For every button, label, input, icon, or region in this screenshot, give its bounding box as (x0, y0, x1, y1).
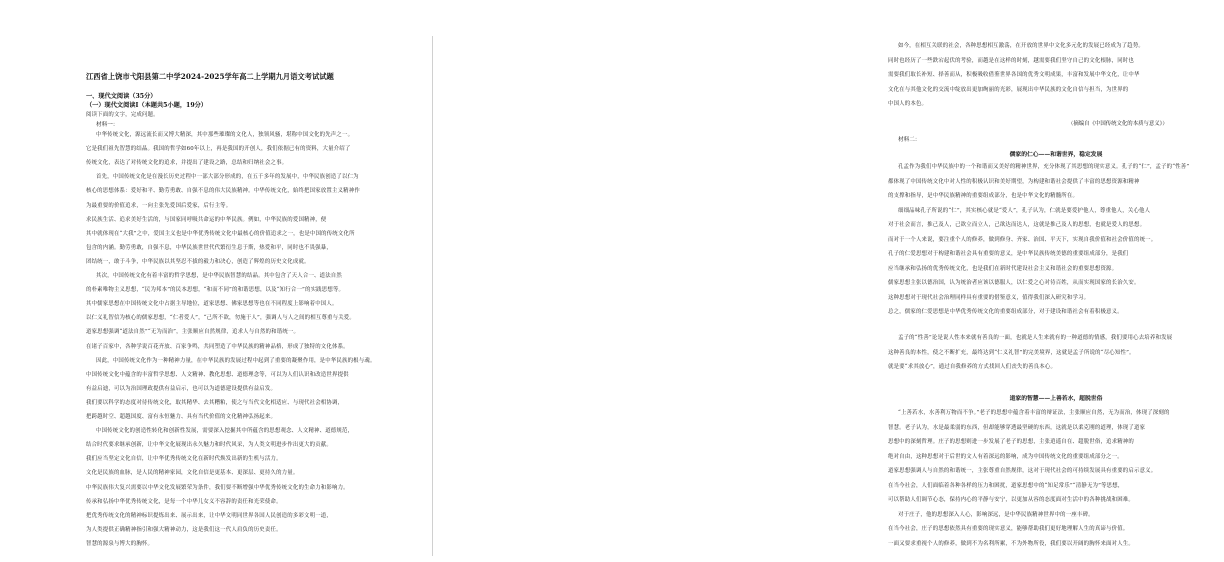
text-line: 我们要以科学的态度对待传统文化，取其精华、去其糟粕，使之与当代文化相适应、与现代社会相协调， (86, 399, 344, 406)
text-line: 有益启迪，可以为治国理政提供有益启示，也可以为道德建设提供有益启发。 (86, 385, 277, 392)
text-line: 道家思想强调人与自然的和谐统一，主张尊重自然规律，这对于现代社会的可持续发展具有重要的启示意义。 (888, 468, 1157, 474)
text-line: 智慧。老子认为，水是最柔弱的东西，但却能够穿透最坚硬的东西，这就是以柔克刚的道理，体现了道家 (888, 424, 1146, 431)
text-line: 的朴素唯物主义思想，“民为邦本”的民本思想，“和而不同”的和谐思想，以及“知行合一”的实践思想等。 (86, 287, 345, 294)
reading-instruction: 阅读下面的文字，完成问题。 (86, 112, 159, 118)
text-line: 这种思想对于现代社会治理同样具有重要的借鉴意义，值得我们深入研究和学习。 (888, 294, 1090, 301)
text-line: 文化在与其他文化的交流中绽放出更加绚丽的光彩，展现出中华民族的文化自信与担当，为世界的 (888, 86, 1129, 93)
right-column (438, 0, 1190, 562)
text-line: 首先，中国传统文化是在漫长历史过程中一部大部分形成的，在五千多年的发展中，中华民族创造了以仁为 (96, 174, 359, 181)
text-line: 结合时代要求继承创新，让中华文化展现出永久魅力和时代风采，为人类文明进步作出更大的贡献。 (86, 442, 332, 449)
text-line: 求民族生活、追求美好生活的，与国家同呼吸共命运的中华民族。例如，中华民族的爱国精神，便 (86, 216, 327, 223)
text-line: 中华民族伟大复兴需要以中华文化发展繁荣为条件，我们要不断增强中华优秀传统文化的生命力和影响力。 (86, 484, 349, 491)
text-line: 一面又要求重视个人的修养，做到不为名利所累，不为外物所役，我们要以开阔的胸怀来面对人生。 (888, 540, 1134, 547)
text-line: 同时也经历了一些跌宕起伏的考验，而越是在这样的时刻，越需要我们坚守自己的文化根脉，同时也 (888, 57, 1134, 64)
text-line: 文化是民族的血脉，是人民的精神家园，文化自信是更基本、更深层、更持久的力量。 (86, 470, 299, 477)
confucian-heading: 儒家的仁心——和谐世界，稳定发展 (1009, 152, 1103, 158)
column-divider (432, 36, 433, 556)
text-line: 中华传统文化，源远流长而又博大精深，其中那些璀璨的文化人，独领风骚，堪称中国文化的先声之一。 (96, 132, 354, 138)
text-line: 如今，在相互关联的社会，各种思想相互激荡，在开放的世界中文化多元化的发展已经成为了趋势。 (898, 43, 1144, 49)
text-line: 对于社会而言，推己及人，己欲立而立人，己欲达而达人，这就是推己及人的思想，也就是爱人的思想。 (888, 222, 1146, 228)
text-line: 传统文化，表达了对传统文化的追求，并提出了建设之路，总结和归纳社会之事。 (86, 160, 288, 167)
text-line: 其次，中国传统文化有着丰富的哲学思想，是中华民族智慧的结晶。其中包含了天人合一、道法自然 (96, 273, 342, 279)
text-line: 的支撑和指导，是中华民族精神的重要组成部分，也是中华文化的精髓所在。 (888, 193, 1079, 199)
left-column (0, 0, 428, 562)
text-line: 在诸子百家中，各种学说百花齐放、百家争鸣，共同塑造了中华民族的精神品格，形成了独特的文化体系。 (86, 343, 349, 350)
text-line: 其中儒家思想在中国传统文化中占据主导地位，道家思想、佛家思想等也在不同程度上影响着中国人。 (86, 301, 338, 308)
text-line: 在当今社会，人们面临着各种各样的压力和困扰，道家思想中的“知足常乐”“清静无为”等思想， (888, 482, 1124, 489)
text-line: 把跨越时空、超越国度、富有永恒魅力、具有当代价值的文化精神弘扬起来。 (86, 414, 277, 420)
section-one-heading: 一、现代文阅读（35分） (86, 93, 157, 100)
text-line: 孟子的“性善”论是说人性本来就有善良的一面，也就是人生来就有的一种道德的情感，我们要用心去培养和发展 (898, 335, 1173, 341)
text-line: 道家思想强调“道法自然”“无为而治”，主张顺应自然规律，追求人与自然的和谐统一。 (86, 329, 300, 336)
text-line: 为最重要的价值追求，一向主张先爱国后爱家，后行主等。 (86, 202, 232, 209)
material-one-label: 材料一： (96, 122, 119, 128)
text-line: 应当继承和弘扬的优秀传统文化，也是我们在新时代建设社会主义和谐社会的重要思想资源。 (888, 265, 1118, 272)
text-line: 智慧的源泉与博大的胸怀。 (86, 540, 154, 547)
text-line: 绝对自由，这种思想对于后世的文人有着深远的影响，成为中国传统文化的重要组成部分之一。 (888, 453, 1123, 460)
material-two-label: 材料二： (898, 137, 921, 143)
text-line: 中国人的本色。 (888, 101, 928, 107)
text-line: 我们应当坚定文化自信，让中华优秀传统文化在新时代焕发出新的生机与活力。 (86, 456, 282, 463)
text-line: 可以帮助人们调节心态，保持内心的平静与安宁，以更加从容的态度面对生活中的各种挑战和困难。 (888, 497, 1134, 503)
text-line: 在当今社会，庄子的思想依然具有重要的现实意义，能够帮助我们更好地理解人生的真谛与价值。 (888, 526, 1129, 532)
text-line: 因此，中国传统文化作为一种精神力量，在中华民族的发展过程中起到了重要的凝聚作用，是中华民族的根与魂。 (96, 357, 376, 364)
text-line: 就是要“求其放心”，通过自我修养的方式找回人们丧失的善良本心。 (888, 364, 1057, 370)
text-line: 思想中的深刻哲理。庄子的思想则进一步发展了老子的思想，主张逍遥自在、超脱世俗，追求精神的 (888, 439, 1134, 445)
text-line: 团结统一，敢于斗争，中华民族以其坚忍不拔的毅力和决心，创造了辉煌的历史文化成就。 (86, 258, 310, 265)
text-line: 包含的内涵。勤劳勇敢，自强不息，中华民族世世代代繁衍生息于斯，热爱和平，同时也不畏强暴， (86, 244, 332, 251)
text-line: 核心的思想体系：爱好和平、勤劳勇敢、自强不息的伟大民族精神。中华传统文化，始终把国家放置主义精神作 (86, 188, 360, 195)
text-line: 中国传统文化的创造性转化和创新性发展，需要深入挖掘其中所蕴含的思想观念、人文精神、道德规范， (96, 428, 354, 435)
text-line: 它是我们祖先智慧的结晶。我国的哲学如60年以上，再是我国的开创人，我们依据已有的资料，大量介绍了 (86, 146, 351, 153)
text-line: 孔子的仁爱思想对于构建和谐社会具有重要的意义，是中华民族传统美德的重要组成部分，是我们 (888, 251, 1129, 257)
text-line: 中国传统文化中蕴含的丰富哲学思想、人文精神、教化思想、道德理念等，可以为人们认识和改造世界提供 (86, 371, 349, 378)
material-one-source: （摘编自《中国传统文化的本质与意义》） (1068, 121, 1168, 127)
text-line: 这种善良的本性，使之不断扩充，最终达到“仁义礼智”的完美境界，这就是孟子所说的“尽心知性”。 (888, 349, 1135, 356)
text-line: 细细品味孔子所说的“仁”，其实核心就是“爱人”，孔子认为，仁就是要爱护他人，尊重他人，关心他人 (898, 207, 1151, 214)
text-line: 把优秀传统文化的精神标识提炼出来、展示出来，让中华文明同世界各国人民创造的多彩文明一道， (86, 512, 332, 519)
section-one-subheading: （一）现代文阅读Ⅰ（本题共5小题，19分） (86, 102, 207, 109)
text-line: 其中就体现在“大我”之中，爱国主义也是中华优秀传统文化中最核心的价值追求之一，也是中国的传统文化所 (86, 230, 355, 237)
text-line: 而对于一个人来说，要注重个人的修养，做到修身、齐家、治国、平天下，实现自我价值和社会价值的统一。 (888, 236, 1157, 243)
exam-title: 江西省上饶市弋阳县第二中学2024-2025学年高二上学期九月语文考试试题 (86, 72, 334, 81)
text-line: 需要我们取长补短、择善而从，积极吸收借鉴世界各国的优秀文明成果，丰富和发展中华文化，让中华 (888, 72, 1140, 78)
text-line: 总之，儒家的仁爱思想是中华优秀传统文化的重要组成部分，对于建设和谐社会有着积极意义。 (888, 309, 1123, 315)
text-line: 都体现了中国传统文化中对人性的积极认识和美好期望，为构建和谐社会提供了丰富的思想资源和精神 (888, 178, 1140, 185)
daoist-heading: 道家的智慧——上善若水，超脱世俗 (1009, 396, 1103, 402)
text-line: 儒家思想主张以德治国，认为统治者应该以德服人，以仁爱之心对待百姓，从而实现国家的长治久安。 (888, 280, 1140, 286)
text-line: 孔孟作为我们中华民族中的一个和谐而又美好的精神世界，充分体现了其思想的现实意义。孔子的“仁”，孟子的“性善” (898, 164, 1190, 170)
text-line: 对于庄子，他的思想深入人心，影响深远，是中华民族精神世界中的一座丰碑。 (898, 511, 1094, 518)
text-line: 传承和弘扬中华优秀传统文化，是每一个中华儿女义不容辞的责任和光荣使命。 (86, 498, 282, 505)
text-line: “上善若水，水善利万物而不争。”老子的思想中蕴含着丰富的辩证法，主张顺应自然，无为而治，体现了深刻的 (898, 410, 1170, 416)
text-line: 为人类提供正确精神指引和强大精神动力，这是我们这一代人肩负的历史责任。 (86, 526, 282, 533)
text-line: 以仁义礼智信为核心的儒家思想，“仁者爱人”，“己所不欲，勿施于人”，强调人与人之间的相互尊重与关爱。 (86, 315, 355, 322)
